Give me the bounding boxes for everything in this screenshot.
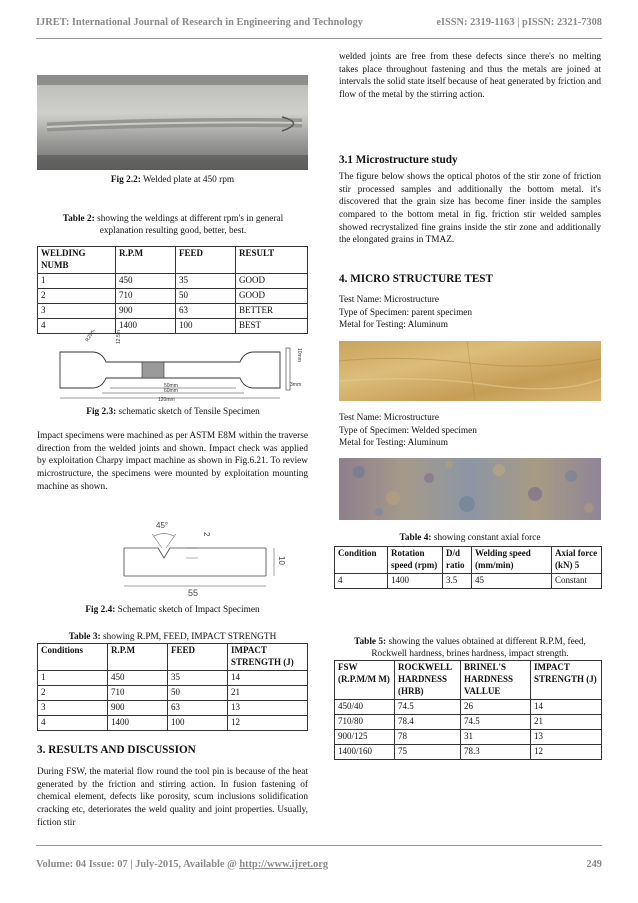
impact-specimen-paragraph: Impact specimens were machined as per ASTM E8M within the traverse direction from the welded joints and shown. Impact check was applied by exploitation Charpy impact machine as shown in Fig.6.21. To review microstructure, the specimens were mounted by exploitation mounting machine as shown. <box>37 431 308 492</box>
welded-plate-photo <box>37 75 308 170</box>
table-cell: 13 <box>228 700 308 715</box>
table-row <box>335 699 602 714</box>
table-row <box>38 715 308 730</box>
table-cell: 900 <box>108 700 168 715</box>
table-cell: 13 <box>531 729 602 744</box>
table4-label: Table 4: <box>399 533 432 543</box>
footer-volume <box>36 858 328 872</box>
test2-metal: Metal for Testing: Aluminum <box>339 438 448 449</box>
dim-r25: R25mm <box>84 330 99 343</box>
table-row <box>38 685 308 700</box>
table-row <box>38 700 308 715</box>
table-cell: 75 <box>395 744 461 759</box>
table-cell: 74.5 <box>461 714 531 729</box>
table5-caption-text: showing the values obtained at different R.P.M, feed, Rockwell hardness, brines hardness, impact strength. <box>371 637 586 660</box>
continued-paragraph: welded joints are free from these defects since there's no melting takes place throughout fastening and thus the metals are joined at intervals the solid state itself because of heat generated by friction and flow of the metal by the stirring action. <box>339 52 601 100</box>
table-row <box>38 288 308 303</box>
table-cell: 31 <box>461 729 531 744</box>
table-row <box>38 670 308 685</box>
test1-type: Type of Specimen: parent specimen <box>339 307 473 318</box>
table-header-cell: WELDING NUMB <box>38 247 116 274</box>
table-cell: 3 <box>38 303 116 318</box>
table-header-cell: R.P.M <box>108 644 168 671</box>
footer-rule <box>36 845 602 846</box>
table-header-cell: ROCKWELL HARDNESS (HRB) <box>395 661 461 700</box>
table-cell: 74.5 <box>395 699 461 714</box>
table-cell: 50 <box>168 685 228 700</box>
tensile-specimen-sketch <box>40 330 306 402</box>
table-row <box>335 729 602 744</box>
table-cell: 35 <box>176 273 236 288</box>
section-3-1-heading: 3.1 Microstructure study <box>339 154 458 166</box>
table-header-cell: Condition <box>335 547 388 574</box>
table5-label: Table 5: <box>354 637 387 647</box>
test1-name: Test Name: Microstructure <box>339 295 440 305</box>
test2-type: Type of Specimen: Welded specimen <box>339 425 477 436</box>
test2-name: Test Name: Microstructure <box>339 413 440 423</box>
table-header-cell: FEED <box>168 644 228 671</box>
table-cell: 3.5 <box>443 573 472 588</box>
fig24-label: Fig 2.4: <box>85 605 116 615</box>
table-cell: 100 <box>176 318 236 333</box>
table-cell: 900 <box>116 303 176 318</box>
table-cell: 12 <box>228 715 308 730</box>
table-header-row <box>38 644 308 671</box>
table-row <box>335 573 602 588</box>
running-header <box>36 16 602 32</box>
table-cell: 50 <box>176 288 236 303</box>
test1-info <box>339 294 601 332</box>
table-cell: 1 <box>38 273 116 288</box>
height-label: 10 <box>277 556 286 565</box>
notch-angle-label: 45° <box>156 521 169 530</box>
dim-10mm: 10mm <box>296 348 302 362</box>
table-cell: 63 <box>168 700 228 715</box>
table-cell: 4 <box>335 573 388 588</box>
table-cell: 1 <box>38 670 108 685</box>
table-cell: GOOD <box>236 288 308 303</box>
table-cell: 450 <box>108 670 168 685</box>
table5 <box>334 660 602 760</box>
table-cell: 1400 <box>388 573 443 588</box>
fig23-caption <box>40 406 306 418</box>
table-cell: 1400/160 <box>335 744 395 759</box>
table-cell: 1400 <box>108 715 168 730</box>
table-cell: 1400 <box>116 318 176 333</box>
table-cell: 26 <box>461 699 531 714</box>
table-header-cell: R.P.M <box>116 247 176 274</box>
table-cell: 63 <box>176 303 236 318</box>
table4 <box>334 546 602 589</box>
table-cell: 2 <box>38 288 116 303</box>
table-cell: BEST <box>236 318 308 333</box>
table2-caption <box>40 213 306 237</box>
section-4-heading: 4. MICRO STRUCTURE TEST <box>339 273 493 285</box>
header-rule <box>36 38 602 39</box>
table-cell: 710/80 <box>335 714 395 729</box>
table-header-cell: BRINEL'S HARDNESS VALLUE <box>461 661 531 700</box>
table-row <box>335 714 602 729</box>
table-cell: 21 <box>531 714 602 729</box>
table-header-cell: FSW (R.P.M/M M) <box>335 661 395 700</box>
table-cell: 900/125 <box>335 729 395 744</box>
dim-50mm: 50mm <box>164 383 178 389</box>
table5-caption <box>339 636 601 660</box>
running-footer <box>36 858 602 874</box>
table-cell: 78 <box>395 729 461 744</box>
table-cell: BETTER <box>236 303 308 318</box>
length-label: 55 <box>188 588 199 598</box>
table-header-row <box>335 661 602 700</box>
table-cell: 14 <box>531 699 602 714</box>
table-cell: 450 <box>116 273 176 288</box>
table-cell: 12 <box>531 744 602 759</box>
dim-120mm: 120mm <box>158 397 175 402</box>
table-header-cell: Welding speed (mm/min) <box>472 547 552 574</box>
table-header-cell: Conditions <box>38 644 108 671</box>
table-cell: GOOD <box>236 273 308 288</box>
notch-depth-label: 2 <box>202 532 211 537</box>
fig24-text: Schematic sketch of Impact Specimen <box>117 605 260 615</box>
table-cell: 710 <box>116 288 176 303</box>
table-header-cell: Rotation speed (rpm) <box>388 547 443 574</box>
table-cell: 100 <box>168 715 228 730</box>
table-cell: 710 <box>108 685 168 700</box>
table-header-cell: Axial force (kN) 5 <box>552 547 602 574</box>
section-3-paragraph: During FSW, the material flow round the tool pin is because of the heat generated by the friction and stirring action. In fusion fastening of chemical element, defects like porosity, scum inclusions solidification cracking etc, deteriorates the weld quality and joint properties. Usually, fiction stir <box>37 767 308 828</box>
table-cell: 2 <box>38 685 108 700</box>
dim-width: 12.5mm <box>116 330 122 344</box>
table-header-row <box>335 547 602 574</box>
parent-specimen-micrograph <box>339 341 601 401</box>
table-cell: 78.4 <box>395 714 461 729</box>
table2 <box>37 246 308 334</box>
test1-metal: Metal for Testing: Aluminum <box>339 320 448 331</box>
fig23-text: schematic sketch of Tensile Specimen <box>118 407 260 417</box>
section-3-1-paragraph: The figure below shows the optical photos of the stir zone of friction stir processed samples and additionally the bottom metal. it's discovered that the grain size has become finer inside the samples compared to the bottom metal in fig. friction stir welded samples showed recrystalized fine grains inside the stir zone and additionally the elongated grains in TMAZ. <box>339 172 601 246</box>
section-3-heading: 3. RESULTS AND DISCUSSION <box>37 744 196 756</box>
table-row <box>38 303 308 318</box>
table-header-row <box>38 247 308 274</box>
dim-3mm: 3mm <box>290 382 302 388</box>
dim-60mm: 60mm <box>164 388 178 394</box>
fig22-caption <box>37 174 308 186</box>
table-cell: 35 <box>168 670 228 685</box>
table-row <box>38 273 308 288</box>
table-header-cell: D/d ratio <box>443 547 472 574</box>
table-cell: 21 <box>228 685 308 700</box>
table-header-cell: IMPACT STRENGTH (J) <box>228 644 308 671</box>
journal-title: IJRET: International Journal of Research in Engineering and Technology <box>36 17 363 28</box>
table-cell: 45 <box>472 573 552 588</box>
fig23-label: Fig 2.3: <box>86 407 117 417</box>
table-header-cell: FEED <box>176 247 236 274</box>
table-cell: 14 <box>228 670 308 685</box>
fig22-text: Welded plate at 450 rpm <box>142 175 235 185</box>
table3-caption <box>37 631 308 643</box>
welded-specimen-micrograph <box>339 458 601 520</box>
table3-label: Table 3: <box>68 632 101 642</box>
issn-info: eISSN: 2319-1163 | pISSN: 2321-7308 <box>436 17 602 28</box>
table2-caption-text: showing the weldings at different rpm's in general explanation resulting good, better, best. <box>97 214 284 237</box>
table-cell: 78.3 <box>461 744 531 759</box>
table4-caption-text: showing constant axial force <box>433 533 541 543</box>
table-cell: 3 <box>38 700 108 715</box>
table-cell: Constant <box>552 573 602 588</box>
fig24-caption <box>37 604 308 616</box>
footer-volume-text: Volume: 04 Issue: 07 | July-2015, Available @ <box>36 859 237 870</box>
table-cell: 4 <box>38 318 116 333</box>
test2-info <box>339 412 601 450</box>
table-row <box>335 744 602 759</box>
journal-website-link[interactable]: http://www.ijret.org <box>239 859 329 870</box>
table-cell: 4 <box>38 715 108 730</box>
table2-label: Table 2: <box>62 214 95 224</box>
table-cell: 450/40 <box>335 699 395 714</box>
table3-caption-text: showing R.PM, FEED, IMPACT STRENGTH <box>102 632 277 642</box>
fig22-label: Fig 2.2: <box>110 175 141 185</box>
table-header-cell: IMPACT STRENGTH (J) <box>531 661 602 700</box>
page-number: 249 <box>586 859 602 870</box>
impact-specimen-sketch <box>100 518 295 598</box>
table3 <box>37 643 308 731</box>
table4-caption <box>339 532 601 544</box>
table-header-cell: RESULT <box>236 247 308 274</box>
